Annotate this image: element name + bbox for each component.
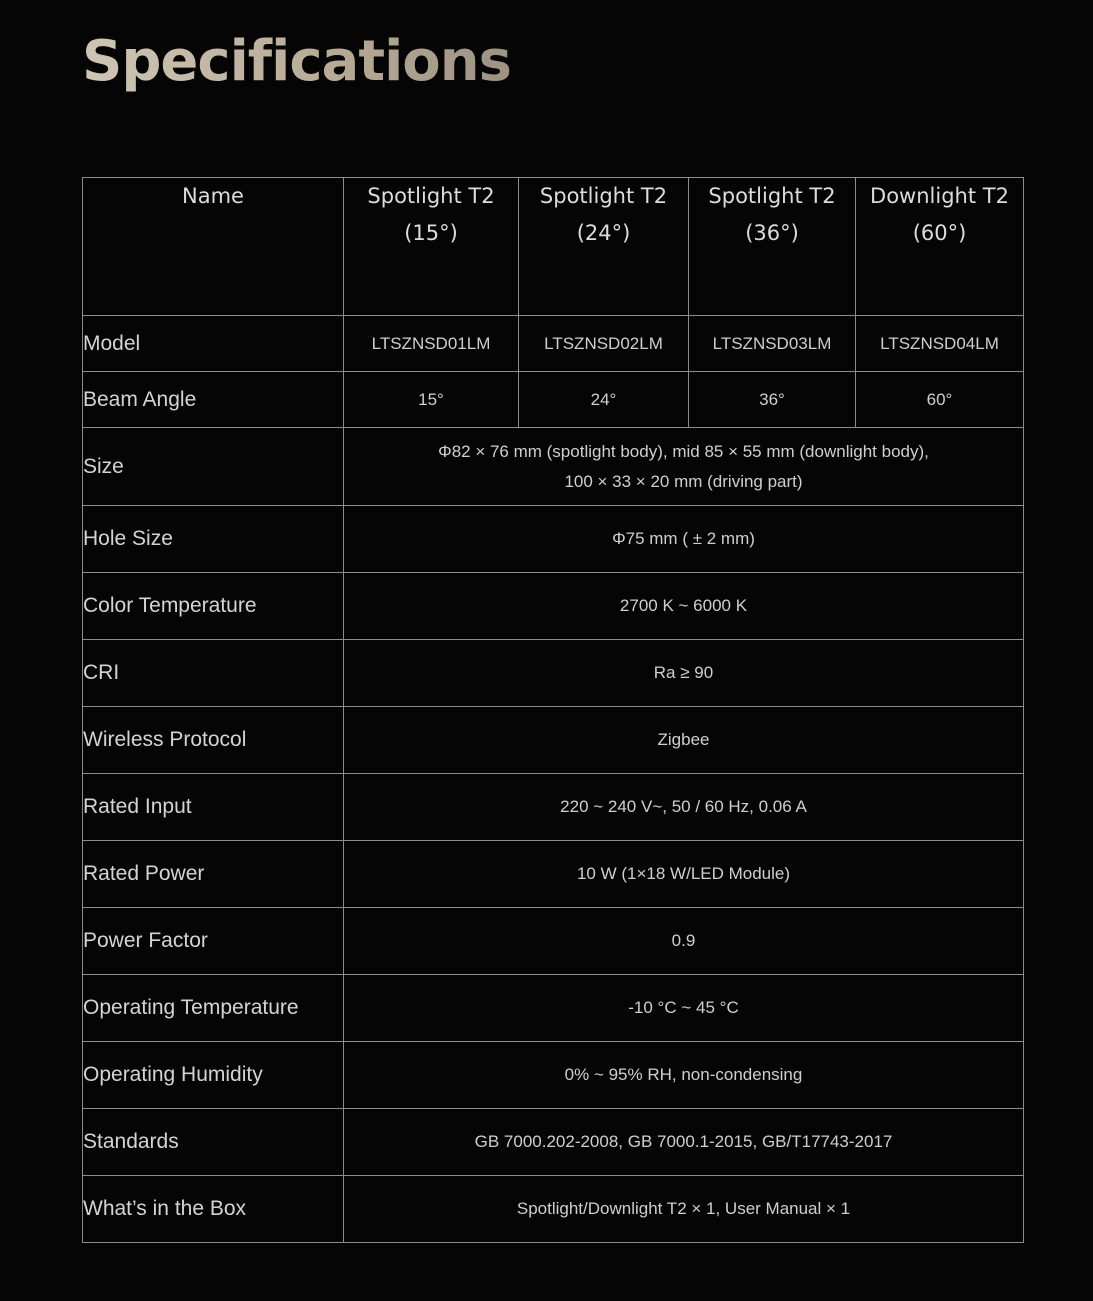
table-row [83,975,1024,1042]
table-row [83,841,1024,908]
row-label: Color Temperature [83,573,344,640]
model-value: LTSZNSD01LM [344,316,519,372]
row-label: Beam Angle [83,372,344,428]
row-label: Size [83,428,344,506]
row-value: GB 7000.202-2008, GB 7000.1-2015, GB/T17743-2017 [344,1109,1024,1176]
row-label: Rated Input [83,774,344,841]
specifications-table [82,177,1024,1243]
table-row-model [83,316,1024,372]
row-label: CRI [83,640,344,707]
table-row [83,707,1024,774]
table-row [83,908,1024,975]
row-value: 10 W (1×18 W/LED Module) [344,841,1024,908]
table-row [83,1042,1024,1109]
table-row-size [83,428,1024,506]
header-downlight-60 [856,178,1024,316]
header-line: Spotlight T2 [708,184,836,208]
beam-angle-value: 36° [689,372,856,428]
row-label: What’s in the Box [83,1176,344,1243]
header-line: (24°) [576,221,631,245]
table-row [83,774,1024,841]
row-value: 0% ~ 95% RH, non-condensing [344,1042,1024,1109]
row-value: 0.9 [344,908,1024,975]
table-row [83,640,1024,707]
row-value: Zigbee [344,707,1024,774]
header-spotlight-36 [689,178,856,316]
table-row [83,506,1024,573]
size-line: Φ82 × 76 mm (spotlight body), mid 85 × 55 mm (downlight body), [438,441,929,461]
page-title: Specifications [82,26,511,98]
beam-angle-value: 60° [856,372,1024,428]
header-line: (15°) [404,221,458,245]
table-row-beam-angle [83,372,1024,428]
header-line: Downlight T2 [870,184,1009,208]
model-value: LTSZNSD04LM [856,316,1024,372]
header-spotlight-15 [344,178,519,316]
model-value: LTSZNSD02LM [519,316,689,372]
row-value: 220 ~ 240 V~, 50 / 60 Hz, 0.06 A [344,774,1024,841]
table-row [83,1176,1024,1243]
row-value: Φ75 mm ( ± 2 mm) [344,506,1024,573]
row-label: Power Factor [83,908,344,975]
header-spotlight-24 [519,178,689,316]
row-label: Rated Power [83,841,344,908]
size-value [344,428,1024,506]
header-line: Spotlight T2 [367,184,495,208]
size-line: 100 × 33 × 20 mm (driving part) [564,471,803,491]
row-value: 2700 K ~ 6000 K [344,573,1024,640]
row-label: Hole Size [83,506,344,573]
row-label: Operating Temperature [83,975,344,1042]
table-row [83,1109,1024,1176]
beam-angle-value: 15° [344,372,519,428]
table-row [83,573,1024,640]
header-line: (36°) [745,221,799,245]
row-label: Operating Humidity [83,1042,344,1109]
row-value: Ra ≥ 90 [344,640,1024,707]
header-name: Name [83,178,344,316]
header-line: Spotlight T2 [539,184,668,208]
row-label: Standards [83,1109,344,1176]
row-label: Wireless Protocol [83,707,344,774]
header-line: (60°) [912,221,967,245]
model-value: LTSZNSD03LM [689,316,856,372]
table-header-row [83,178,1024,316]
beam-angle-value: 24° [519,372,689,428]
row-label: Model [83,316,344,372]
row-value: Spotlight/Downlight T2 × 1, User Manual × 1 [344,1176,1024,1243]
row-value: -10 °C ~ 45 °C [344,975,1024,1042]
